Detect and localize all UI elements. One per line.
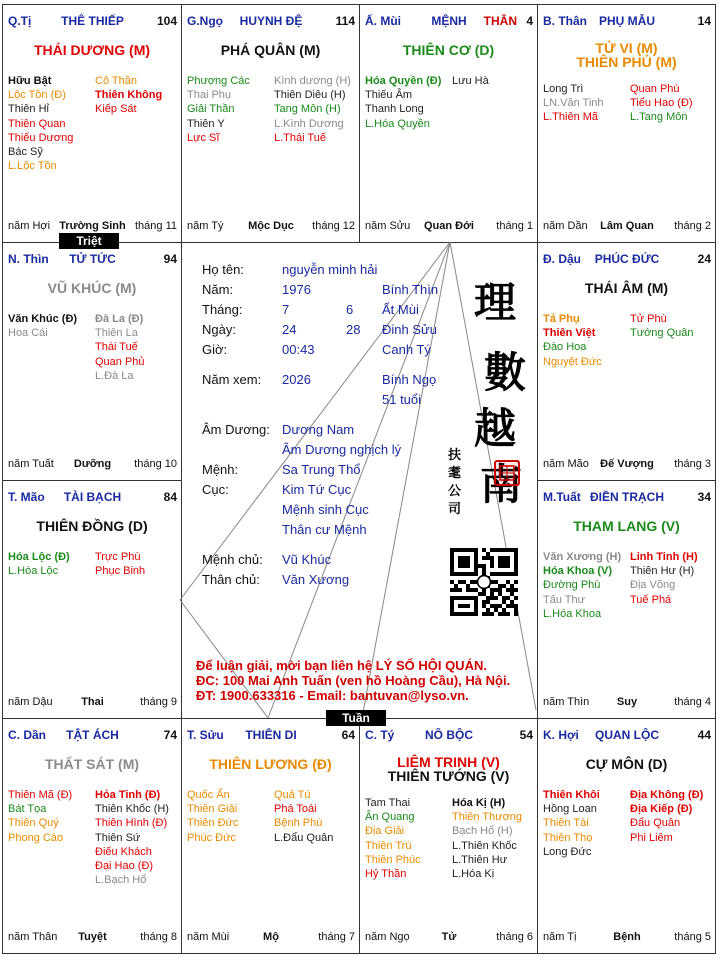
minor-star: Long Đức (543, 845, 592, 858)
calligraphy-char: 理 (474, 278, 517, 327)
minor-star: L.Thiên Mã (543, 111, 599, 124)
palace-stage: Tuyệt (78, 931, 107, 943)
palace-month: tháng 12 (312, 220, 355, 232)
minor-star: Thanh Long (365, 103, 424, 116)
palace-age-number: 14 (697, 14, 711, 28)
palace-age-number: 94 (163, 252, 177, 266)
palace-age-number: 84 (163, 490, 177, 504)
minor-star: Địa Giải (365, 825, 405, 838)
minor-star: Thiên Quan (8, 117, 66, 130)
minor-star: Đà La (Đ) (95, 313, 144, 325)
minor-star: L.Bạch Hổ (95, 874, 147, 887)
minor-star: L.Thiên Hư (452, 853, 508, 866)
palace-stage: Mộc Dục (248, 220, 294, 232)
minor-star: L.Hóa Kị (452, 868, 495, 881)
info-can-chi: Canh Tý (382, 342, 431, 357)
palace-name: ĐIỀN TRẠCH (590, 490, 664, 504)
main-star: THIÊN LƯƠNG (Đ) (209, 756, 332, 772)
minor-star: Lưu Hà (452, 75, 489, 87)
palace-year: năm Dậu (8, 696, 53, 708)
palace-year: năm Mùi (187, 931, 230, 943)
palace-can-chi: Ấ. Mùi (365, 14, 401, 28)
minor-star: Thiên Mã (Đ) (8, 789, 73, 801)
main-star: THÁI DƯƠNG (M) (33, 42, 151, 58)
minor-star: Tang Môn (H) (274, 103, 341, 116)
minor-star: Cô Thần (95, 75, 137, 87)
palace-year: năm Hợi (8, 220, 51, 232)
palace-month: tháng 1 (496, 220, 533, 232)
minor-star: Thiên Không (95, 89, 163, 102)
palace-month: tháng 8 (140, 931, 177, 943)
palace-can-chi: T. Mão (8, 490, 45, 504)
am-duong-label: Âm Dương: (202, 422, 270, 437)
palace-can-chi: G.Ngọ (187, 14, 223, 28)
minor-star: L.Hóa Lộc (8, 565, 59, 578)
minor-star: Thái Tuế (95, 341, 138, 354)
minor-star: Giải Thần (187, 103, 235, 116)
palace-month: tháng 6 (496, 931, 533, 943)
minor-star: Thiên Hư (H) (630, 565, 695, 578)
palace-can-chi: M.Tuất (543, 490, 581, 504)
palace-month: tháng 3 (674, 458, 711, 470)
palace-age-number: 34 (697, 490, 711, 504)
main-star: THẤT SÁT (M) (44, 756, 140, 772)
minor-star: Kình dương (H) (274, 75, 351, 87)
palace-age-number: 24 (697, 252, 711, 266)
info-label: Năm xem: (202, 372, 262, 387)
side-char: 司 (448, 502, 462, 517)
minor-star: Văn Xương (H) (543, 551, 622, 563)
palace-stage: Suy (616, 696, 638, 708)
minor-star: Thiên Sứ (95, 831, 141, 844)
minor-star: L.Kình Dương (274, 117, 344, 130)
minor-star: Tử Phù (630, 313, 667, 325)
palace-can-chi: Q.Tị (8, 14, 32, 28)
palace-stage: Mộ (263, 931, 279, 943)
minor-star: Hóa Kị (H) (452, 797, 506, 809)
palace-stage: Bệnh (613, 931, 641, 943)
minor-star: Đẩu Quân (630, 817, 681, 830)
palace-month: tháng 4 (674, 696, 711, 708)
palace-age-number: 104 (156, 14, 177, 28)
palace-year: năm Tị (543, 931, 577, 943)
main-star: CỰ MÔN (D) (585, 756, 668, 772)
main-star: THIÊN ĐỒNG (D) (36, 518, 148, 534)
minor-star: L.Lộc Tồn (8, 160, 57, 173)
minor-star: Quốc Ấn (187, 789, 230, 801)
palace-month: tháng 5 (674, 931, 711, 943)
minor-star: Hữu Bật (8, 75, 52, 87)
palace-age-number: 74 (163, 728, 177, 742)
info-label: Giờ: (202, 342, 228, 357)
minor-star: L.Hóa Khoa (543, 607, 602, 620)
cuc-label: Cục: (202, 482, 229, 497)
palace-year: năm Sửu (365, 220, 411, 232)
palace-year: năm Ngọ (365, 931, 410, 943)
than-chu-label: Thân chủ: (202, 572, 260, 587)
info-can-chi: Đinh Sửu (382, 322, 437, 337)
than-marker: THÂN (483, 14, 517, 28)
minor-star: Phá Toái (274, 803, 317, 816)
minor-star: Hỏa Tinh (Đ) (95, 789, 161, 801)
main-star: THÁI ÂM (M) (584, 280, 669, 296)
palace-name: TÀI BẠCH (63, 490, 122, 504)
menh-chu-label: Mệnh chủ: (202, 552, 263, 567)
minor-star: Thiên Thương (452, 811, 523, 824)
minor-star: Linh Tinh (H) (630, 551, 698, 563)
palace-can-chi: N. Thìn (8, 252, 49, 266)
minor-star: Bệnh Phù (274, 817, 323, 830)
palace-month: tháng 10 (134, 458, 177, 470)
minor-star: Điếu Khách (95, 845, 152, 858)
minor-star: Địa Kiếp (Đ) (630, 803, 693, 816)
info-label: Ngày: (202, 322, 236, 337)
palace-name: PHỤ MẪU (599, 14, 655, 28)
minor-star: L.Thái Tuế (274, 131, 326, 144)
minor-star: Thiên Trù (365, 839, 412, 852)
minor-star: Lực Sĩ (187, 131, 220, 144)
minor-star: L.Thiên Khốc (452, 839, 517, 852)
minor-star: LN.Văn Tinh (543, 97, 604, 110)
palace-year: năm Tý (187, 220, 224, 232)
palace-name: TẬT ÁCH (66, 728, 119, 742)
side-char: 扶 (448, 448, 462, 463)
main-star: THIÊN PHỦ (M) (576, 54, 677, 70)
minor-star: Tướng Quân (630, 327, 694, 340)
minor-star: Phượng Các (187, 75, 250, 87)
palace-stage: Dưỡng (73, 458, 112, 470)
info-value: 2026 (282, 372, 311, 387)
minor-star: Phong Cáo (8, 831, 64, 844)
minor-star: Nguyệt Đức (543, 355, 602, 368)
minor-star: Thiên Diêu (H) (274, 89, 346, 102)
minor-star: Thiên Y (187, 117, 225, 130)
minor-star: L.Đà La (95, 369, 134, 382)
minor-star: Ân Quang (365, 811, 415, 824)
palace-year: năm Thân (8, 931, 58, 943)
minor-star: Thiên Khốc (H) (95, 803, 169, 816)
palace-can-chi: C. Dần (8, 728, 47, 742)
main-star: TỬ VI (M) (595, 40, 658, 56)
minor-star: Địa Võng (630, 579, 676, 592)
contact-line: ĐT: 1900.633316 - Email: bantuvan@lyso.vn. (196, 688, 469, 703)
palace-stage: Trường Sinh (59, 220, 126, 232)
minor-star: Đường Phù (543, 579, 601, 592)
minor-star: Tuế Phá (630, 593, 672, 606)
info-value: nguyễn minh hải (282, 262, 378, 277)
palace-name: THÊ THIẾP (61, 14, 124, 28)
info-can-chi: 51 tuổi (382, 392, 422, 407)
minor-star: Hóa Quyền (Đ) (365, 75, 442, 87)
minor-star: Phúc Đức (187, 831, 236, 844)
palace-age-number: 114 (335, 14, 355, 28)
palace-name: MỆNH (431, 14, 467, 28)
palace-month: tháng 11 (134, 220, 177, 232)
qr-code-icon[interactable] (450, 548, 518, 616)
info-value: 00:43 (282, 342, 315, 357)
cuc-value: Mệnh sinh Cục (282, 502, 369, 517)
calligraphy-char: 數 (484, 348, 527, 397)
main-star: LIÊM TRINH (V) (397, 754, 500, 770)
cuc-value: Thân cư Mệnh (282, 522, 367, 537)
main-star: VŨ KHÚC (M) (47, 280, 137, 296)
minor-star: Hoa Cái (8, 327, 48, 340)
palace-name: PHÚC ĐỨC (594, 252, 660, 266)
minor-star: Lộc Tồn (Đ) (8, 89, 66, 102)
minor-star: Bát Tọa (8, 803, 47, 816)
minor-star: Hỷ Thần (365, 868, 407, 881)
side-char: 公 (448, 484, 462, 499)
palace-year: năm Dần (543, 220, 588, 232)
minor-star: Thiên Phúc (365, 853, 421, 866)
palace-name: THIÊN DI (245, 728, 297, 742)
minor-star: Tiểu Hao (Đ) (630, 97, 693, 110)
palace-can-chi: B. Thân (543, 14, 587, 28)
info-label: Họ tên: (202, 262, 244, 277)
palace-month: tháng 2 (674, 220, 711, 232)
palace-name: HUYNH ĐỆ (239, 14, 303, 28)
minor-star: Thiên Đức (187, 817, 239, 830)
minor-star: Thiên Giải (187, 803, 238, 816)
minor-star: Thiếu Dương (8, 131, 74, 144)
minor-star: Phục Binh (95, 565, 146, 578)
minor-star: L.Đẩu Quân (274, 831, 334, 844)
info-can-chi: Bính Ngọ (382, 372, 437, 387)
am-duong-value: Dương Nam (282, 422, 355, 437)
minor-star: Quan Phù (630, 83, 680, 95)
minor-star: Thiên Hỉ (8, 103, 49, 116)
minor-star: Tấu Thư (543, 593, 586, 606)
minor-star: Địa Không (Đ) (630, 789, 704, 801)
palace-stage: Thai (81, 696, 104, 708)
minor-star: Văn Khúc (Đ) (8, 313, 78, 325)
minor-star: Thiên Tài (543, 817, 589, 830)
triet-tag: Triệt (59, 233, 119, 249)
palace-stage: Quan Đới (424, 220, 474, 232)
info-can-chi: Bính Thìn (382, 282, 439, 297)
tuan-tag: Tuần (326, 710, 386, 726)
info-value: 1976 (282, 282, 311, 297)
palace-age-number: 64 (341, 728, 355, 742)
minor-star: Kiếp Sát (95, 103, 137, 116)
info-label: Tháng: (202, 302, 243, 317)
minor-star: Thiên La (95, 327, 138, 340)
palace-name: QUAN LỘC (595, 728, 659, 742)
minor-star: Thiếu Âm (365, 89, 413, 102)
palace-month: tháng 7 (318, 931, 355, 943)
info-lunar-value: 6 (346, 302, 354, 317)
minor-star: Thiên Quý (8, 817, 59, 830)
minor-star: Hồng Loan (543, 803, 597, 816)
menh-chu-value: Vũ Khúc (282, 552, 332, 567)
minor-star: Quả Tú (274, 789, 311, 801)
palace-can-chi: T. Sửu (187, 728, 224, 742)
main-star: PHÁ QUÂN (M) (220, 42, 321, 58)
palace-can-chi: K. Hợi (543, 728, 579, 742)
calligraphy-char: 越 (474, 404, 517, 453)
palace-age-number: 4 (526, 14, 533, 28)
minor-star: Quan Phủ (95, 355, 145, 368)
palace-stage: Tử (441, 931, 457, 943)
info-value: 24 (282, 322, 297, 337)
minor-star: Thai Phụ (187, 89, 232, 102)
menh-value: Sa Trung Thổ (282, 462, 361, 477)
palace-stage: Đế Vượng (600, 458, 654, 470)
palace-age-number: 44 (697, 728, 711, 742)
contact-line: ĐC: 100 Mai Anh Tuấn (ven hồ Hoàng Cầu), Hà Nội. (196, 673, 511, 688)
palace-name: NÔ BỘC (425, 728, 473, 742)
center-info-panel (180, 238, 536, 714)
minor-star: Thiên Thọ (543, 831, 593, 844)
minor-star: Trực Phù (95, 551, 141, 563)
palace-month: tháng 9 (140, 696, 177, 708)
minor-star: L.Tang Môn (630, 111, 688, 124)
minor-star: Bác Sỹ (8, 146, 43, 159)
minor-star: Đại Hao (Đ) (95, 860, 154, 873)
minor-star: Tả Phụ (543, 313, 580, 325)
minor-star: Hóa Khoa (V) (543, 565, 613, 578)
am-duong-note: Âm Dương nghịch lý (282, 442, 402, 457)
calligraphy-char: 南 (480, 460, 523, 509)
palace-can-chi: C. Tý (365, 728, 395, 742)
minor-star: Thiên Việt (543, 327, 596, 340)
than-chu-value: Văn Xương (282, 572, 350, 587)
info-label: Năm: (202, 282, 234, 297)
palace-can-chi: Đ. Dậu (543, 252, 582, 266)
side-char: 耄 (448, 466, 462, 481)
minor-star: Hóa Lộc (Đ) (8, 551, 70, 563)
main-star: THIÊN TƯỚNG (V) (387, 768, 510, 784)
palace-year: năm Tuất (8, 458, 54, 470)
minor-star: Đào Hoa (543, 341, 587, 354)
palace-year: năm Thìn (543, 696, 590, 708)
info-value: 7 (282, 302, 290, 317)
cuc-value: Kim Tứ Cục (282, 482, 352, 497)
info-lunar-value: 28 (346, 322, 361, 337)
palace-year: năm Mão (543, 458, 589, 470)
contact-line: Để luận giải, mời bạn liên hệ LÝ SỐ HỘI QUÁN. (196, 658, 487, 673)
minor-star: L.Hóa Quyền (365, 117, 430, 130)
minor-star: Thiên Khôi (543, 789, 600, 801)
minor-star: Long Trì (543, 83, 584, 95)
minor-star: Thiên Hình (Đ) (95, 817, 168, 830)
palace-stage: Lâm Quan (600, 220, 654, 232)
minor-star: Bạch Hổ (H) (452, 825, 513, 838)
menh-label: Mệnh: (202, 462, 239, 477)
info-can-chi: Ất Mùi (382, 302, 419, 317)
main-star: THIÊN CƠ (D) (402, 42, 495, 58)
red-seal-icon (494, 460, 520, 486)
palace-age-number: 54 (519, 728, 533, 742)
main-star: THAM LANG (V) (573, 518, 680, 534)
minor-star: Tam Thai (365, 797, 411, 809)
minor-star: Phi Liêm (630, 831, 673, 844)
palace-name: TỬ TỨC (69, 252, 116, 266)
